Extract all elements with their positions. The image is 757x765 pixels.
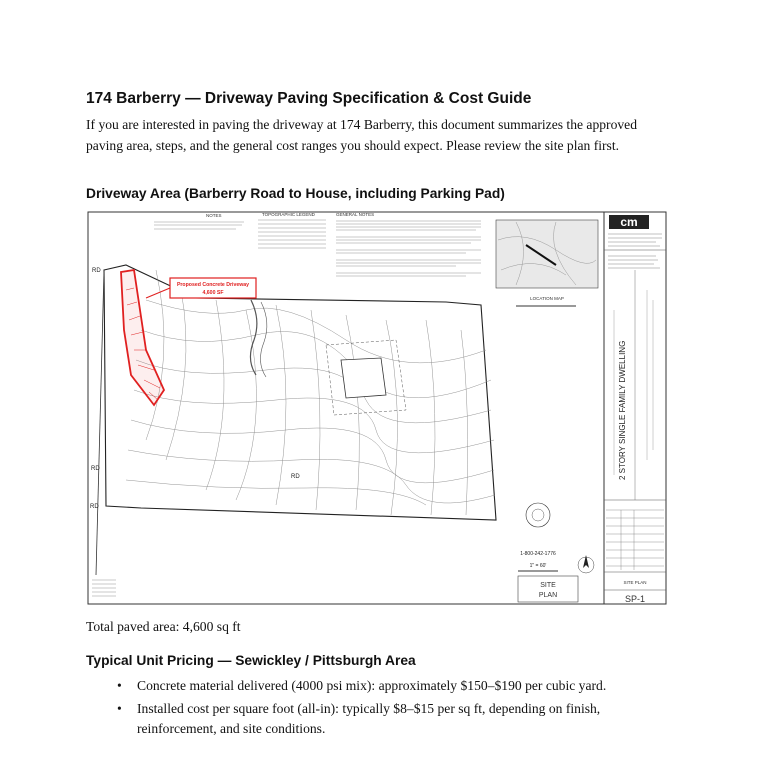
document-title: 174 Barberry — Driveway Paving Specification & Cost Guide <box>86 90 532 107</box>
title-block-text: 2 STORY SINGLE FAMILY DWELLING <box>618 340 627 480</box>
sheet-number: SP-1 <box>624 594 646 604</box>
location-map-label: LOCATION MAP <box>530 296 564 301</box>
pricing-item-text: Concrete material delivered (4000 psi mix): approximately $150–$190 per cubic yard. <box>137 678 607 693</box>
svg-text:RD: RD <box>291 474 300 480</box>
notes-heading: NOTES <box>206 213 222 218</box>
total-paved-area: Total paved area: 4,600 sq ft <box>86 619 241 634</box>
proposed-driveway-outline <box>121 270 164 405</box>
pricing-item <box>86 676 646 696</box>
intro-paragraph: If you are interested in paving the driveway at 174 Barberry, this document summarizes the approved paving area, steps, and the general cost ranges you should expect. Please review the site plan first. <box>86 117 637 153</box>
bullet-icon: • <box>117 678 122 693</box>
pricing-list <box>86 676 646 742</box>
legend-heading: TOPOGRAPHIC LEGEND <box>262 212 315 217</box>
callout-line2: 4,600 SF <box>202 290 224 296</box>
logo-text: cm <box>620 215 638 229</box>
north-arrow-icon <box>578 555 594 573</box>
bullet-icon: • <box>117 701 122 716</box>
sheet-title-line1: SITE <box>540 582 556 589</box>
site-plan-svg <box>86 210 668 608</box>
phone-number: 1-800-242-1776 <box>520 551 556 557</box>
svg-text:RD: RD <box>92 268 101 274</box>
pricing-item-text: Installed cost per square foot (all-in): typically $8–$15 per sq ft, depending on finish, reinforcement, and site conditions. <box>137 701 601 736</box>
contour-lines <box>126 270 495 515</box>
svg-text:RD: RD <box>90 504 99 510</box>
bottom-left-notes <box>92 580 116 596</box>
pricing-item <box>86 699 646 739</box>
driveway-area-heading: Driveway Area (Barberry Road to House, including Parking Pad) <box>86 186 505 201</box>
scale-text: 1" = 60' <box>529 563 547 569</box>
svg-text:RD: RD <box>91 466 100 472</box>
call-before-dig-stamp <box>526 503 550 527</box>
site-plan-label: SITE PLAN <box>623 580 647 585</box>
site-plan-drawing <box>86 210 668 608</box>
general-notes-heading: GENERAL NOTES <box>336 212 375 217</box>
house-footprint <box>341 358 386 398</box>
callout-line1: Proposed Concrete Driveway <box>176 282 250 288</box>
pricing-heading: Typical Unit Pricing — Sewickley / Pittsburgh Area <box>86 653 416 668</box>
location-map <box>496 220 598 288</box>
sheet-title-line2: PLAN <box>538 592 558 599</box>
